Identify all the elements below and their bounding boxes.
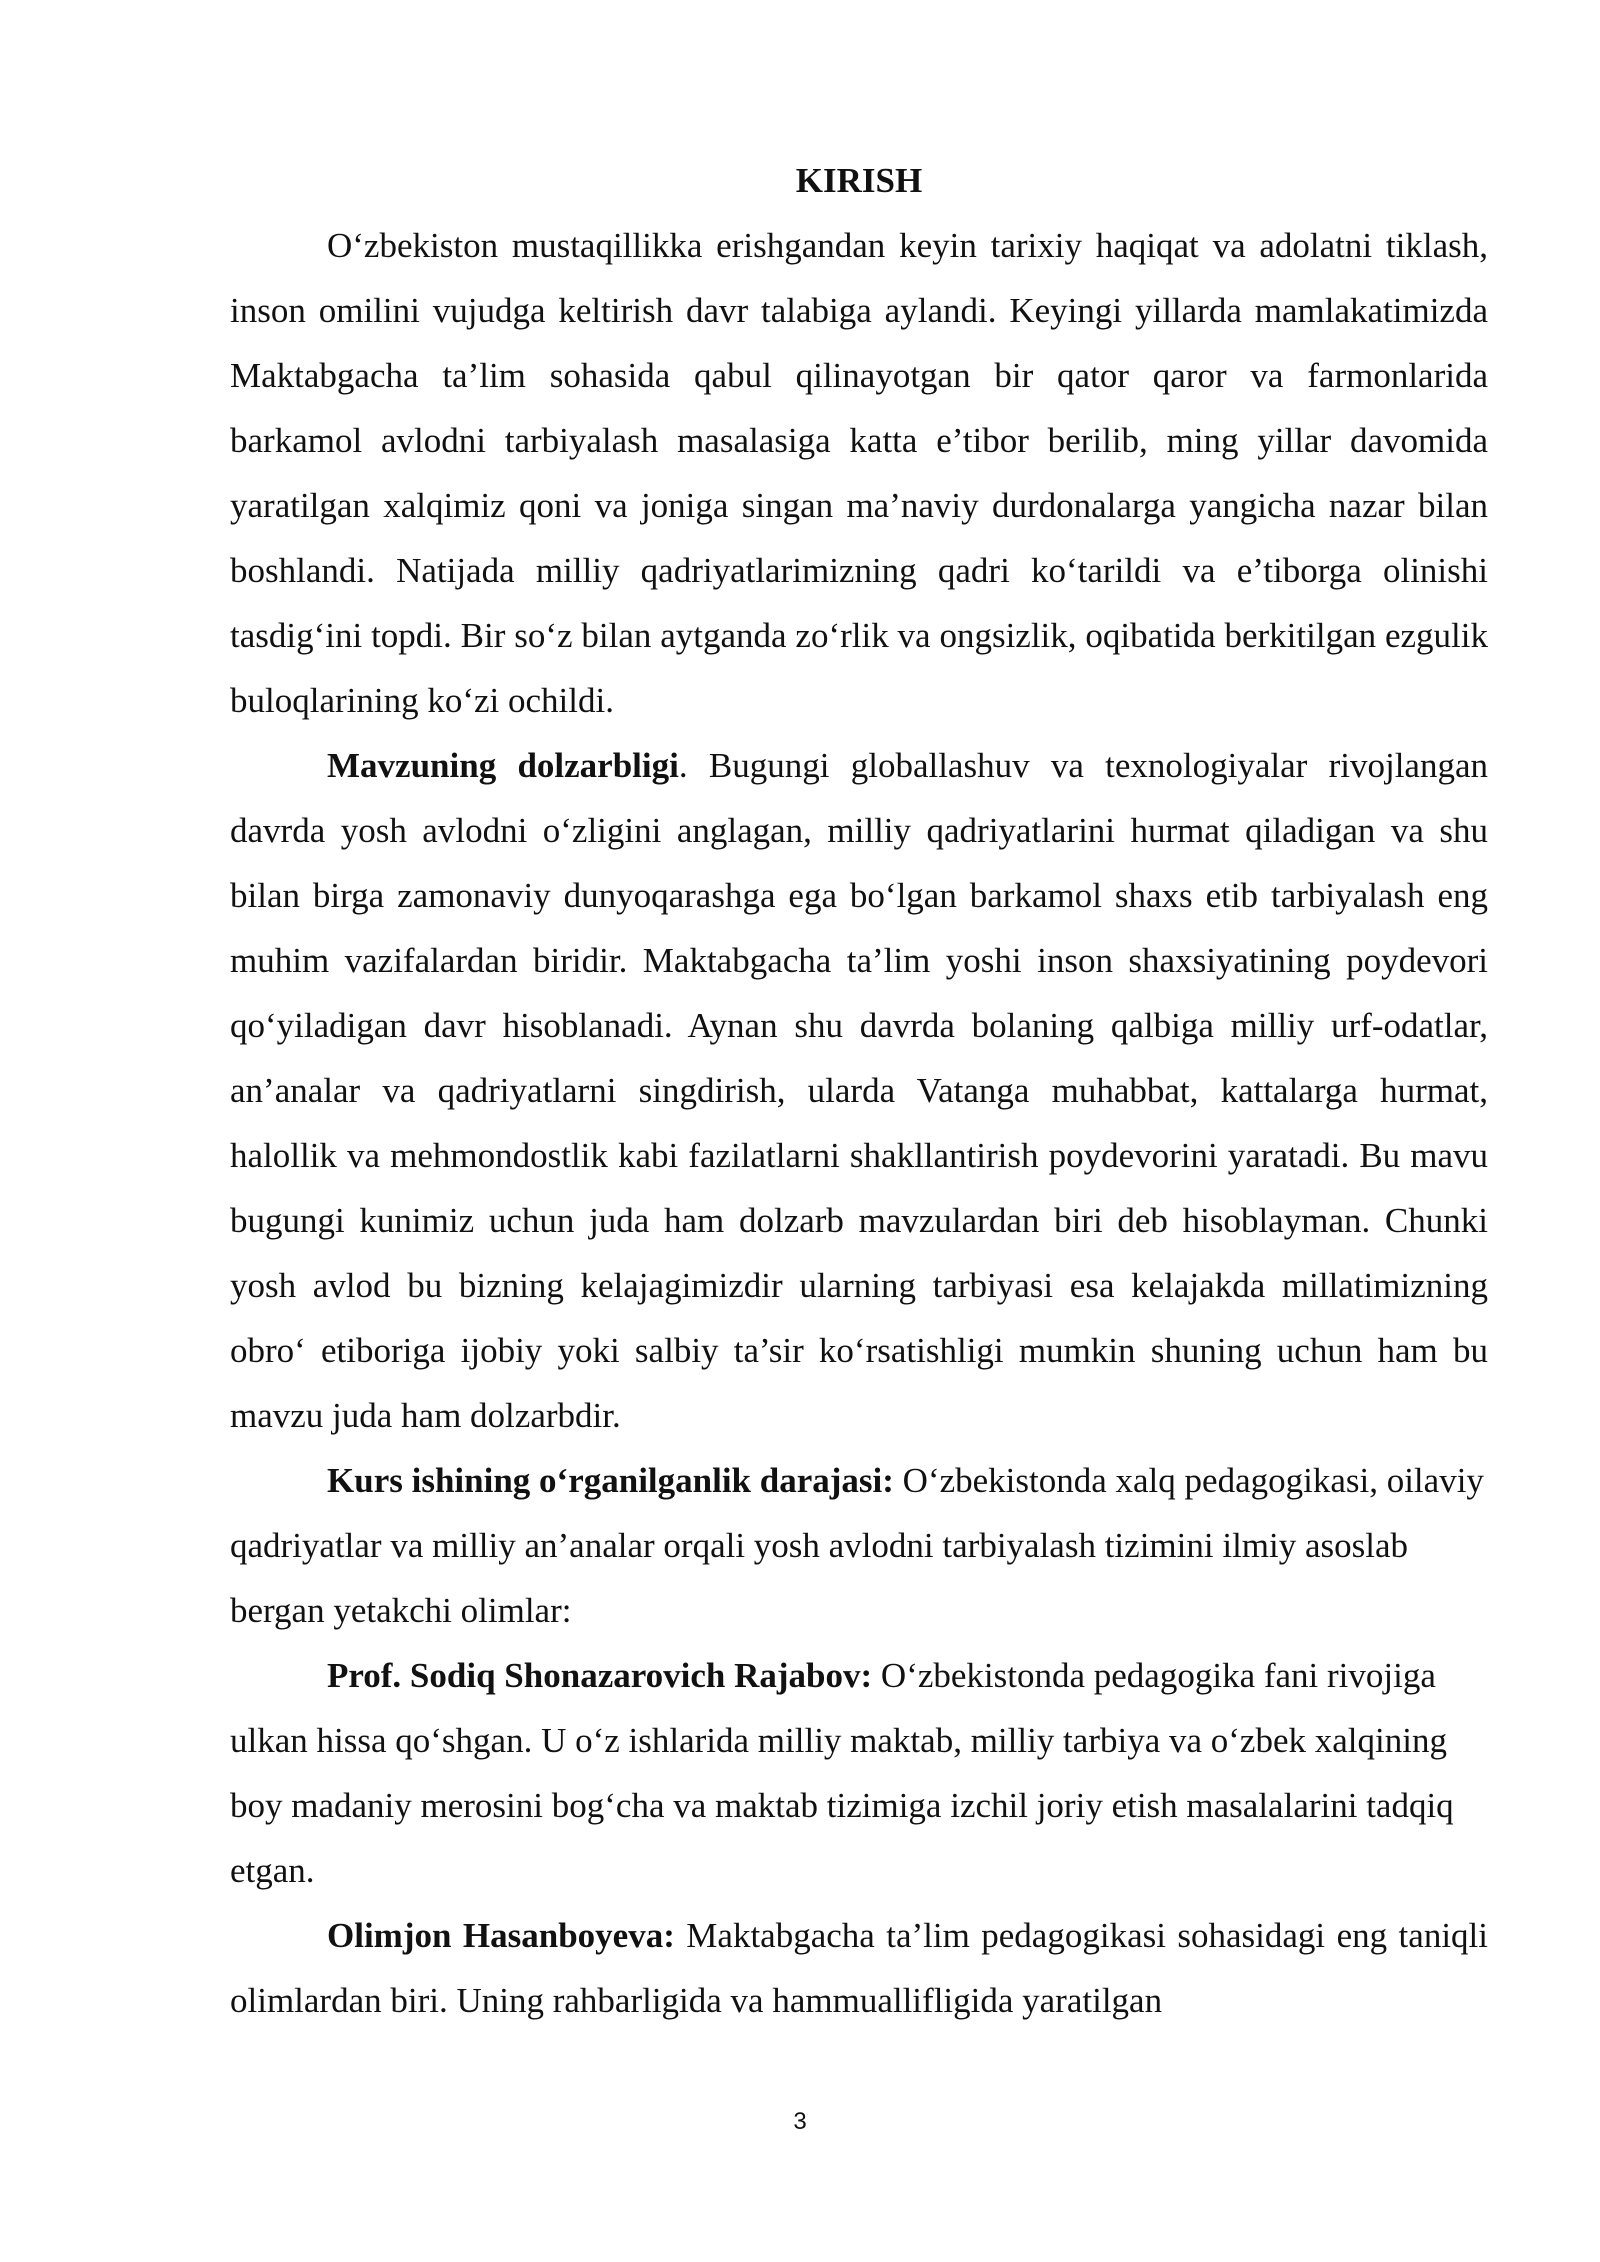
paragraph-intro <box>230 213 1488 733</box>
paragraph-rajabov-heading: Prof. Sodiq Shonazarovich Rajabov: <box>327 1656 873 1695</box>
paragraph-hasanboyeva-text: Maktabgacha ta’lim pedagogikasi sohasidagi eng taniqli olimlardan biri. Uning rahbarligida va hammuallifligida yaratilgan <box>230 1916 1488 2020</box>
paragraph-study-degree <box>230 1448 1488 1643</box>
paragraph-rajabov-text: O‘zbekistonda pedagogika fani rivojiga ulkan hissa qo‘shgan. U o‘z ishlarida milliy maktab, milliy tarbiya va o‘zbek xalqining boy madaniy merosini bog‘cha va maktab tizimiga izchil joriy etish masalalarini tadqiq etgan. <box>230 1656 1454 1890</box>
paragraph-study-degree-text: O‘zbekistonda xalq pedagogikasi, oilaviy qadriyatlar va milliy an’analar orqali yosh avlodni tarbiyalash tizimini ilmiy asoslab bergan yetakchi olimlar: <box>230 1461 1484 1630</box>
paragraph-relevance <box>230 733 1488 1448</box>
page-content <box>230 148 1488 2033</box>
paragraph-study-degree-heading: Kurs ishining o‘rganilganlik darajasi: <box>327 1461 894 1500</box>
paragraph-relevance-text: . Bugungi globallashuv va texnologiyalar rivojlangan davrda yosh avlodni o‘zligini anglagan, milliy qadriyatlarini hurmat qiladigan va shu bilan birga zamonaviy dunyoqarashga ega bo‘lgan barkamol shaxs etib tarbiyalash eng muhim vazifalardan biridir. Maktabgacha ta’lim yoshi inson shaxsiyatining poydevori qo‘yiladigan davr hisoblanadi. Aynan shu davrda bolaning qalbiga milliy urf-odatlar, an’analar va qadriyatlarni singdirish, ularda Vatanga muhabbat, kattalarga hurmat, halollik va mehmondostlik kabi fazilatlarni shakllantirish poydevorini yaratadi. Bu mavu bugungi kunimiz uchun juda ham dolzarb mavzulardan biri deb hisoblayman. Chunki yosh avlod bu bizning kelajagimizdir ularning tarbiyasi esa kelajakda millatimizning obro‘ etiboriga ijobiy yoki salbiy ta’sir ko‘rsatishligi mumkin shuning uchun ham bu mavzu juda ham dolzarbdir. <box>230 746 1488 1435</box>
paragraph-relevance-heading: Mavzuning dolzarbligi <box>327 746 679 785</box>
paragraph-hasanboyeva-heading: Olimjon Hasanboyeva: <box>327 1916 675 1955</box>
page-number: 3 <box>793 2108 807 2135</box>
paragraph-intro-text: O‘zbekiston mustaqillikka erishgandan keyin tarixiy haqiqat va adolatni tiklash, inson omilini vujudga keltirish davr talabiga aylandi. Keyingi yillarda mamlakatimizda Maktabgacha ta’lim sohasida qabul qilinayotgan bir qator qaror va farmonlarida barkamol avlodni tarbiyalash masalasiga katta e’tibor berilib, ming yillar davomida yaratilgan xalqimiz qoni va joniga singan ma’naviy durdonalarga yangicha nazar bilan boshlandi. Natijada milliy qadriyatlarimizning qadri ko‘tarildi va e’tiborga olinishi tasdig‘ini topdi. Bir so‘z bilan aytganda zo‘rlik va ongsizlik, oqibatida berkitilgan ezgulik buloqlarining ko‘zi ochildi. <box>230 226 1488 720</box>
document-title: KIRISH <box>795 161 923 200</box>
paragraph-rajabov <box>230 1643 1488 1903</box>
paragraph-hasanboyeva <box>230 1903 1488 2033</box>
